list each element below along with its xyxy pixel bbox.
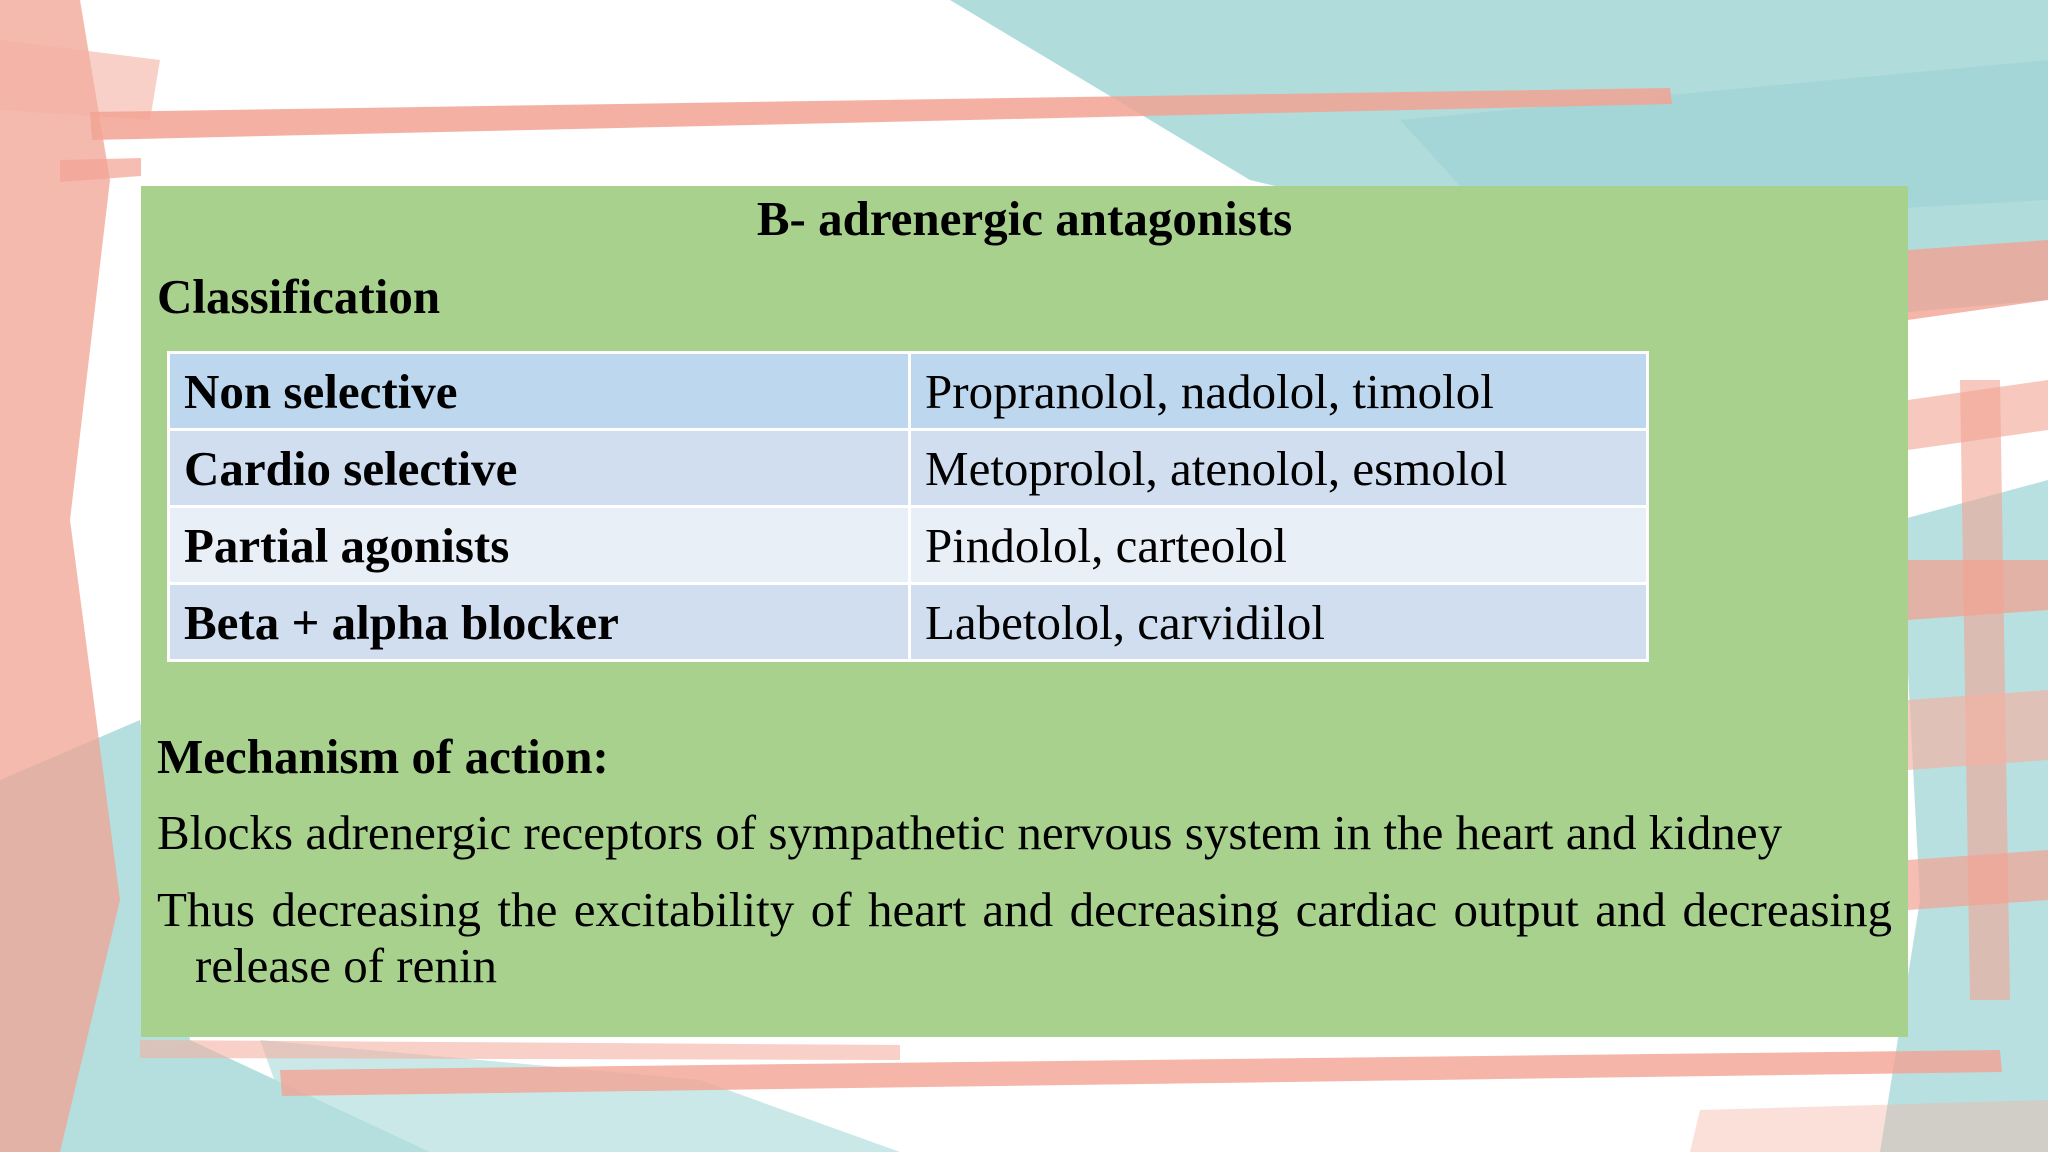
- classification-table: [167, 351, 1649, 662]
- mechanism-text-line: Blocks adrenergic receptors of sympathetic nervous system in the heart and kidney: [157, 805, 1783, 860]
- classification-heading: Classification: [157, 269, 441, 324]
- class-type-cell: Non selective: [169, 353, 910, 430]
- table-row: [169, 430, 1648, 507]
- drug-list-cell: Pindolol, carteolol: [910, 507, 1648, 584]
- drug-list-cell: Labetolol, carvidilol: [910, 584, 1648, 661]
- drug-list-cell: Metoprolol, atenolol, esmolol: [910, 430, 1648, 507]
- class-type-cell: Beta + alpha blocker: [169, 584, 910, 661]
- mechanism-text-line: Thus decreasing the excitability of heart and decreasing cardiac output and decreasing release of renin: [157, 882, 1892, 993]
- drug-list-cell: Propranolol, nadolol, timolol: [910, 353, 1648, 430]
- slide-title: B- adrenergic antagonists: [756, 191, 1293, 246]
- table-row: [169, 584, 1648, 661]
- mechanism-heading: Mechanism of action:: [157, 729, 609, 784]
- table-row: [169, 353, 1648, 430]
- table-row: [169, 507, 1648, 584]
- class-type-cell: Cardio selective: [169, 430, 910, 507]
- class-type-cell: Partial agonists: [169, 507, 910, 584]
- content-panel: [141, 186, 1908, 1037]
